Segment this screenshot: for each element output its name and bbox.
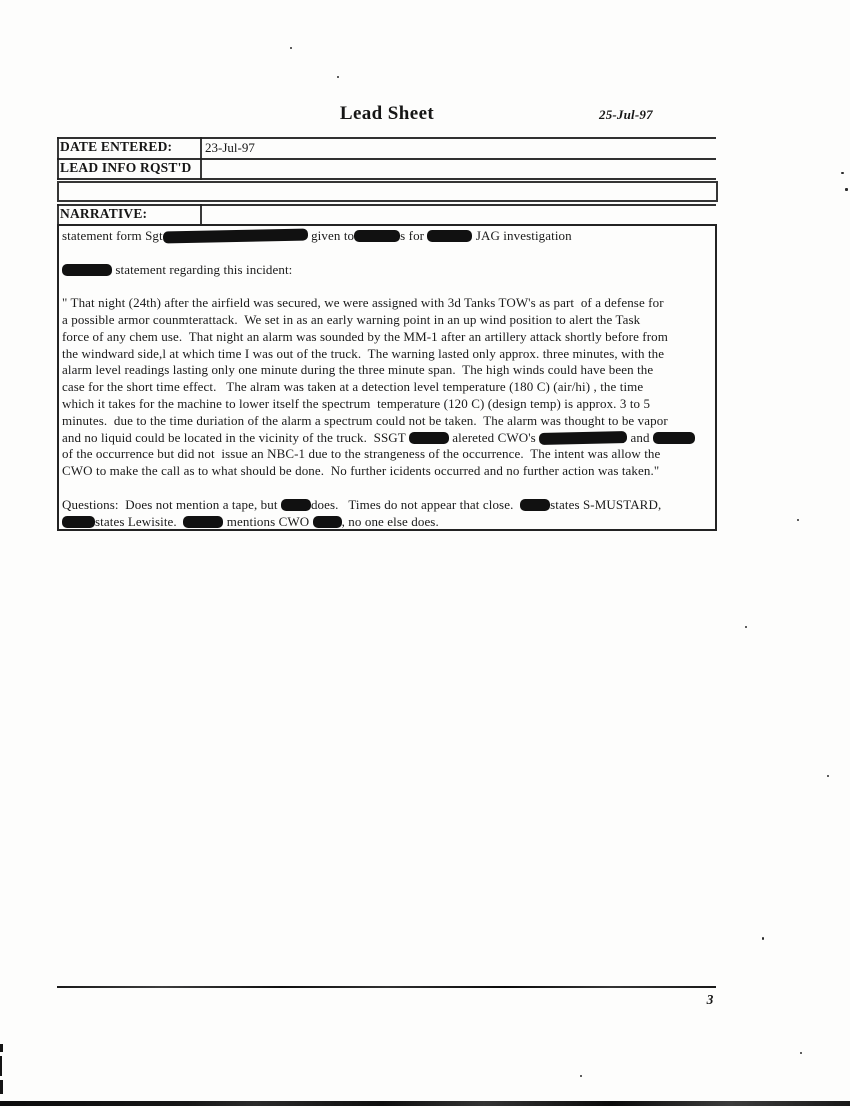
- redaction-bar: [653, 432, 695, 444]
- redaction-bar: [163, 228, 308, 243]
- narrative-line: the windward side,l at which time I was out of the truck. The warning lasted only approx. three minutes, with the: [62, 345, 665, 361]
- scan-edge-bottom: [0, 1101, 850, 1106]
- redaction-bar: [354, 230, 400, 242]
- narrative-row-border-left: [57, 204, 59, 224]
- redaction-bar: [62, 516, 95, 528]
- narrative-line: force of any chem use. That night an alarm was sounded by the MM-1 after an artillery attack shortly before from: [62, 328, 668, 344]
- narrative-line: a possible armor counmterattack. We set in as an early warning point in an up wind position to alert the Task: [62, 311, 641, 327]
- redaction-bar: [183, 516, 223, 528]
- narrative-line: [62, 480, 715, 497]
- narrative-line: statement form Sgt given to s for JAG investigation: [62, 228, 572, 243]
- empty-form-row: [57, 181, 718, 202]
- narrative-line: Questions: Does not mention a tape, but does. Times do not appear that close. states S-MUSTARD,: [62, 496, 662, 512]
- narrative-lines: [62, 228, 715, 530]
- narrative-line: of the occurrence but did not issue an NBC-1 due to the strangeness of the occurrence. The intent was allow the: [62, 446, 661, 462]
- narrative-label: NARRATIVE:: [60, 206, 148, 221]
- table-border-row2-bottom: [57, 178, 716, 180]
- lead-info-label: LEAD INFO RQST'D: [60, 160, 192, 175]
- redaction-bar: [281, 499, 311, 511]
- redaction-bar: [409, 432, 449, 444]
- narrative-line: and no liquid could be located in the vicinity of the truck. SSGT alereted CWO's and: [62, 430, 715, 447]
- narrative-line: CWO to make the call as to what should be done. No further icidents occurred and no further action was taken.": [62, 463, 660, 479]
- redaction-bar: [427, 230, 472, 242]
- narrative-line: [62, 245, 715, 262]
- narrative-row-border-top: [57, 204, 716, 206]
- narrative-line: states Lewisite. mentions CWO , no one else does.: [62, 514, 715, 531]
- document-title: Lead Sheet: [339, 103, 435, 124]
- redaction-bar: [539, 431, 627, 445]
- date-entered-label: DATE ENTERED:: [60, 139, 173, 154]
- narrative-cell-divider: [200, 204, 202, 224]
- date-entered-value: 23-Jul-97: [205, 140, 255, 155]
- narrative-box: [57, 224, 717, 531]
- narrative-line: alarm level readings lasting only one minute during the three minute span. The high winds could have been the: [62, 362, 654, 378]
- redaction-bar: [62, 264, 112, 276]
- narrative-line: " That night (24th) after the airfield was secured, we were assigned with 3d Tanks TOW's as part of a defense for: [62, 295, 664, 311]
- header-date: 25-Jul-97: [599, 107, 653, 122]
- footer-rule: [57, 986, 716, 988]
- narrative-line: statement regarding this incident:: [62, 262, 715, 279]
- narrative-line: [62, 278, 715, 295]
- narrative-line: which it takes for the machine to lower itself the spectrum temperature (120 C) (design temp) is approx. 3 to 5: [62, 395, 651, 411]
- narrative-line: minutes. due to the time duriation of the alarm a spectrum could not be taken. The alarm was thought to be vapor: [62, 412, 668, 428]
- table-border-left: [57, 137, 59, 180]
- page-number: 3: [706, 992, 714, 1007]
- redaction-bar: [520, 499, 550, 511]
- redaction-bar: [313, 516, 342, 528]
- narrative-line: case for the short time effect. The alram was taken at a detection level temperature (180 C) (air/hi) , the time: [62, 379, 644, 395]
- table-cell-divider: [200, 137, 202, 180]
